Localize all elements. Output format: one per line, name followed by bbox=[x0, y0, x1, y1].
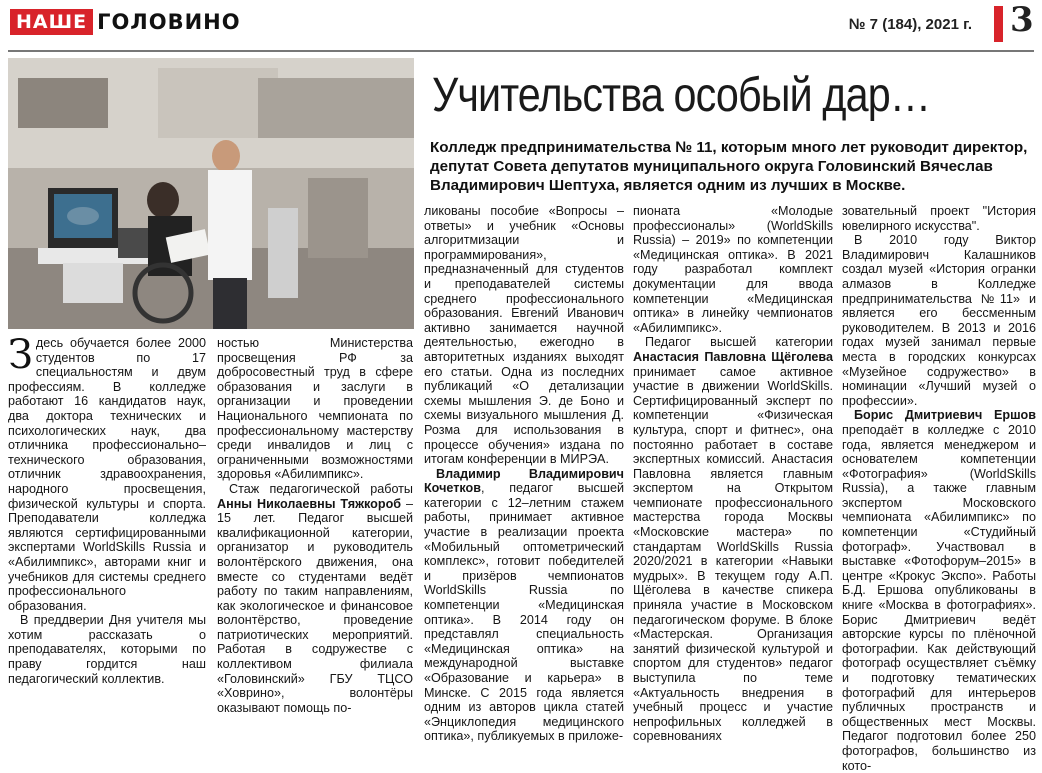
paragraph: В преддверии Дня учителя мы хотим рассказать о преподавателях, которыми по праву гордится наш педагогический коллектив. bbox=[8, 613, 206, 686]
page-marker-bar bbox=[994, 6, 1003, 42]
paragraph: пионата «Молодые профессионалы» (WorldSkills Russia) – 2019» по компетенции «Медицинская оптика». В 2021 году разработал комплект документации для ввода компетенции «Медицинская оптика» в линейку чемпионатов «Абилимпикс». bbox=[633, 204, 833, 335]
header-rule bbox=[8, 50, 1034, 52]
paragraph: зовательный проект "История ювелирного искусства". bbox=[842, 204, 1036, 233]
photo-illustration bbox=[8, 58, 414, 329]
teacher-name: Анастасия Павловна Щёголева bbox=[633, 349, 833, 364]
paragraph-text: принимает самое активное участие в движении WorldSkills. Сертифицированный эксперт по компетенции «Физическая культура, спорт и фитнес», она постоянно работает в составе экспертных комиссий. Анастасия Павловна является главным экспертом на Открытом чемпионате профессионального мастерства города Москвы «Московские мастера» по стандартам WorldSkills Russia 2020/2021 в категории «Навыки мудрых». В текущем году А.П. Щёголева в качестве спикера приняла участие в Московском педагогическом форуме. В блоке «Мастерская. Организация занятий физической культурой и спортом для студентов» педагог выступила по теме «Актуальность внедрения в учебный процесс и участие непрофильных колледжей в соревнованиях bbox=[633, 364, 833, 744]
masthead-logo bbox=[10, 8, 241, 36]
drop-cap: З bbox=[8, 332, 33, 378]
paragraph: десь обучается более 2000 студентов по 17 специальностям и двум профессиям. В колледже работают 16 кандидатов наук, два доктора технических и психологических наук, два отличника профессионально–технического образования, отличник здравоохранения, народного просвещения, физической культуры и спорта. Преподаватели колледжа являются сертифицированными экспертами WorldSkills Russia и «Абилимпикс», авторами книг и учебников для системы среднего профессионального образования. bbox=[8, 336, 206, 613]
article-column-4 bbox=[633, 204, 833, 744]
logo-red-block: НАШЕ bbox=[10, 9, 93, 35]
headline: Учительства особый дар… bbox=[432, 69, 931, 122]
paragraph bbox=[217, 482, 413, 716]
teacher-name: Борис Дмитриевич Ершов bbox=[854, 408, 1036, 423]
paragraph bbox=[842, 408, 1036, 773]
paragraph: В 2010 году Виктор Владимирович Калашников создал музей «История огранки алмазов в Колледже предпринимательства №11» и является его бессменным руководителем. В 2013 и 2016 годах музей занимал первые места в городских конкурсах «Музейное содружество» в номинации «Лучший музей о профессии». bbox=[842, 233, 1036, 408]
paragraph: ликованы пособие «Вопросы – ответы» и учебник «Основы алгоритмизации и программирования», предназначенный для студентов и преподавателей системы среднего профессионального образования. Евгений Иванович активно занимается научной деятельностью, ежегодно в авторитетных изданиях выходят его статьи. Одна из последних публикаций «О детализации схемы мышления Э. де Боно и схемы визуального мышления Д. Розма для использования в процессе обучения» издана по итогам конференции в МИРЭА. bbox=[424, 204, 624, 467]
paragraph bbox=[424, 467, 624, 744]
article-column-3 bbox=[424, 204, 624, 744]
logo-text: ГОЛОВИНО bbox=[97, 10, 241, 34]
paragraph: ностью Министерства просвещения РФ за добросовестный труд в сфере образования и заслуги в организации и проведении Национального чемпионата по профессиональному мастерству среди инвалидов и лиц с ограниченными возможностями здоровья «Абилимпикс». bbox=[217, 336, 413, 482]
article-column-5 bbox=[842, 204, 1036, 773]
paragraph-text: – 15 лет. Педагог высшей квалификационной категории, организатор и руководитель волонтёрского движения, она вместе со студентами ведёт работу по таким направлениям, как экологическое и финансовое волонтёрство, проведение патриотических мероприятий. Работая в содружестве с коллективом филиала «Головинский» ГБУ ТЦСО «Ховрино», волонтёры оказывают помощь по- bbox=[217, 496, 413, 715]
page-number: 3 bbox=[1010, 0, 1034, 40]
paragraph-text: преподаёт в колледже с 2010 года, является менеджером и основателем компетенции «Фотография» (WorldSkills Russia), а также главным экспертом Московского чемпионата «Абилимпикс» по компетенции «Студийный фотограф». Участвовал в выставке «Фотофорум–2015» в центре «Крокус Экспо». Работы Б.Д. Ершова опубликованы в книге «Москва в фотографиях». Борис Дмитриевич ведёт авторские курсы по плёночной фотографии. Как действующий фотограф осуществляет съёмку и подготовку тематических фотографий для интерьеров публичных пространств и общественных мест Москвы. Педагог подготовил более 250 фотографов, большинство из кото- bbox=[842, 422, 1036, 773]
paragraph-text: Стаж педагогической работы bbox=[229, 481, 413, 496]
lead-paragraph: Колледж предпринимательства № 11, которым много лет руководит директор, депутат Совета депутатов муниципального округа Головинский Вячеслав Владимирович Шептуха, является одним из лучших в Москве. bbox=[430, 139, 1028, 194]
teacher-name: Анны Николаевны Тяжкороб bbox=[217, 496, 402, 511]
article-column-1 bbox=[8, 332, 206, 686]
article-photo bbox=[8, 58, 414, 329]
teacher-name: Владимир Владимирович Кочетков bbox=[424, 466, 624, 496]
paragraph-text: Педагог высшей категории bbox=[645, 335, 833, 350]
article-column-2 bbox=[217, 336, 413, 715]
issue-number: № 7 (184), 2021 г. bbox=[848, 16, 972, 33]
paragraph-text: , педагог высшей категории с 12–летним стажем работы, принимает активное участие в реализации проекта «Мобильный оптометрический комплекс», готовит победителей и призёров чемпионатов WorldSkills Russia по компетенции «Медицинская оптика». В 2014 году он представлял специальность «Медицинская оптика» на международной выставке «Образование и карьера» в Минске. С 2015 года является одним из авторов цикла статей «Энциклопедия медицинского оптика», публикуемых в приложе- bbox=[424, 481, 624, 744]
paragraph bbox=[633, 335, 833, 744]
